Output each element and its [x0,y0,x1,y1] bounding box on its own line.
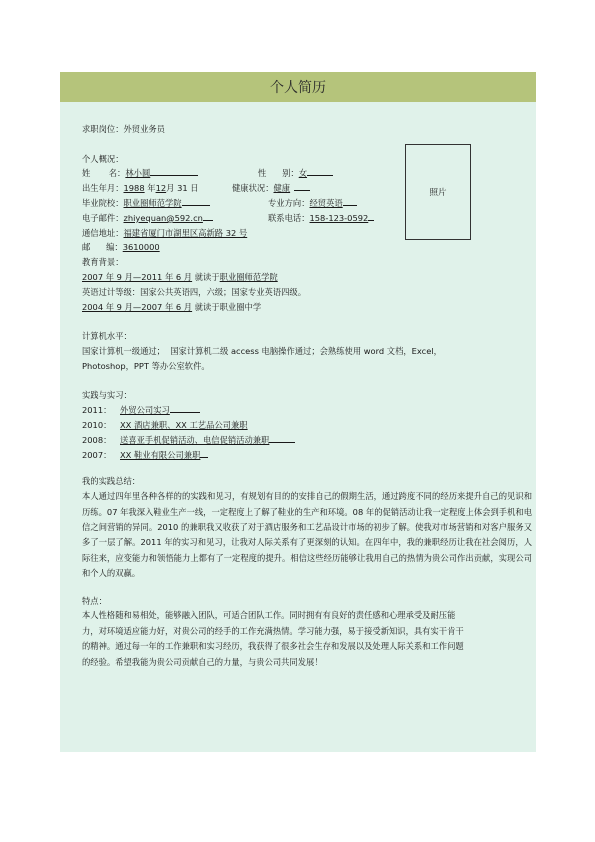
computer-heading: 计算机水平： [82,331,132,342]
zip-value: 3610000 [122,242,160,253]
gender-value: 女 [298,168,308,179]
birth-row: 出生年月：1988 年12月 31 日 健康状况：健康 [82,181,532,196]
practice-item: 2010： XX 酒店兼职、XX 工艺品公司兼职 [82,419,248,430]
traits-heading: 特点： [82,595,107,606]
traits-text: 本人性格随和易相处，能够融入团队，可适合团队工作。同时拥有有良好的责任感和心理承受及耐压能力，对环境适应能力好，对贵公司的经手的工作充满热情。学习能力强，易于接受新知识，具有实干肯干的精神。通过每一年的工作兼职和实习经历，我获得了很多社会生存和发展以及处理人际关系和工作问题的经验。希望我能为贵公司贡献自己的力量，与贵公司共同发展！ [82,610,464,667]
computer-line-1: 国家计算机一级通过； 国家计算机二级 access 电脑操作通过；会熟练使用 word 文档，Excel， [82,345,442,356]
name-value: 林小圆 [125,168,151,179]
practice-item: 2011： 外贸公司实习 [82,403,532,418]
birth-month: 12 [155,183,167,194]
school-value: 职业圈师范学院 [123,197,182,208]
school-row [82,196,532,211]
name-label: 姓 名： [82,168,126,179]
summary-text: 本人通过四年里各种各样的的实践和见习，有规划有目的的安排自己的假期生活，通过跨度不同的经历来提升自己的见识和历练。07 年我深入鞋业生产一线，一定程度上了解了鞋业的生产和环境。08 年的促销活动让我一定程度上体会到手机和电信之间营销的异同。2010 的兼职我又收获了对于酒店服务和工艺品设计市场的初步了解。使我对市场营销和对客户服务又多了一层了解。2011 年的实习和见习，让我对人际关系有了更深刻的认知。在四年中，我的兼职经历让我在社会阅历，人际往来，应变能力和领悟能力上都有了一定程度的提升。相信这些经历能够让我用自己的热情为贵公司作出贡献，实现公司和个人的双赢。 [82,491,532,579]
practice-item: 2007： XX 鞋业有限公司兼职 [82,448,532,463]
phone-label: 联系电话： [268,212,310,223]
address-value: 福建省厦门市湖里区高新路 32 号 [123,227,248,238]
name-row [82,166,532,181]
major-group [268,196,357,211]
practice-heading: 实践与实习： [82,390,132,401]
birth-label: 出生年月： [82,183,124,194]
gender-label: 性 别： [258,168,299,179]
photo-label: 照片 [429,188,447,198]
practice-item: 2008： 送喜亚手机促销活动、电信促销活动兼职 [82,433,532,448]
address-row [82,226,532,241]
health-group [232,181,310,196]
health-value: 健康 [273,183,291,194]
major-label: 专业方向： [268,197,310,208]
zip-row [82,240,532,255]
gender-group [258,166,333,181]
address-label: 通信地址： [82,227,124,238]
summary-heading: 我的实践总结： [82,476,141,487]
education-line-2: 英语过计等级：国家公共英语四，六级；国家专业英语四级。 [82,286,307,297]
education-line-1: 2007 年 9 月—2011 年 6 月 就读于职业圈师范学院 [82,271,278,282]
resume-title-bar [60,72,536,102]
education-heading: 教育背景： [82,257,124,268]
email-row [82,211,532,226]
birth-day: 31 日 [174,183,199,194]
phone-group [268,211,374,226]
phone-value: 158-123-0592 [309,212,369,223]
major-value: 经贸英语 [309,197,343,208]
computer-line-2: Photoshop，PPT 等办公室软件。 [82,360,210,371]
health-label: 健康状况： [232,183,274,194]
email-value: zhiyequan@592.cn [123,212,203,223]
personal-heading: 个人概况： [82,153,124,164]
education-line-3: 2004 年 9 月—2007 年 6 月 就读于职业圈中学 [82,301,262,312]
email-label: 电子邮件： [82,212,124,223]
objective-line: 求职岗位：外贸业务员 [82,124,165,134]
resume-content [82,122,532,670]
resume-title: 个人简历 [270,80,326,96]
zip-label: 邮 编： [82,242,123,253]
school-label: 毕业院校： [82,197,124,208]
birth-year: 1988 [123,183,145,194]
